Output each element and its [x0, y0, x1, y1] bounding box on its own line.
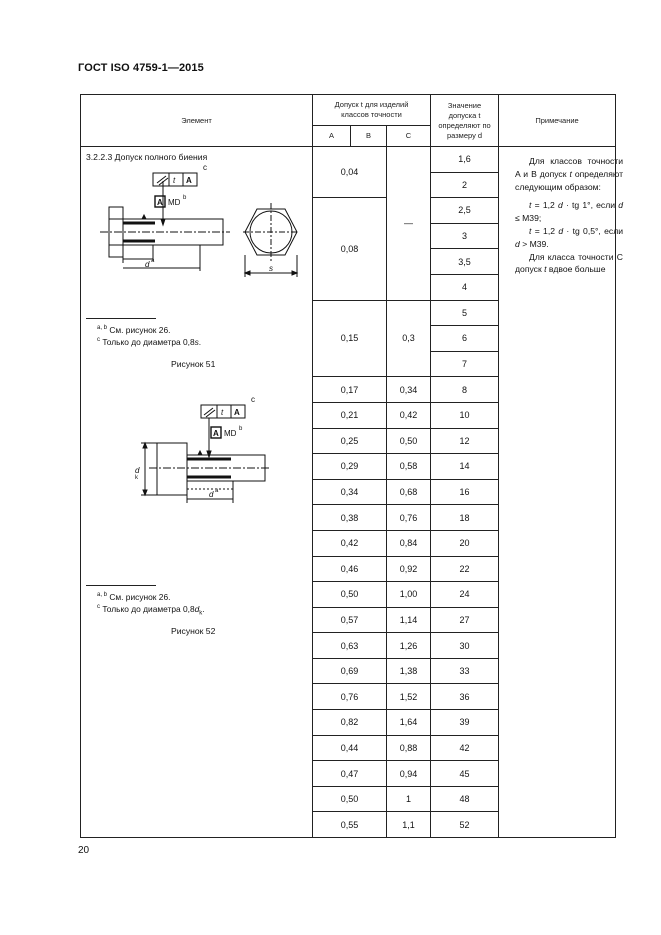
cell-d: 39 [431, 710, 499, 736]
cell-ab: 0,63 [313, 633, 387, 659]
fig51-label-c: c [203, 163, 207, 172]
figure-51-caption: Рисунок 51 [171, 359, 216, 369]
cell-c: 1,26 [387, 633, 431, 659]
footnote-rule-52 [86, 585, 156, 586]
header-d-value: Значение допуска t определяют по размеру d [431, 95, 499, 147]
cell-d: 6 [431, 326, 499, 352]
fig52-label-c: c [251, 395, 255, 404]
cell-c: 0,34 [387, 377, 431, 403]
cell-d: 7 [431, 351, 499, 377]
cell-c: 0,88 [387, 735, 431, 761]
fig51-label-t: t [173, 176, 176, 185]
cell-ab: 0,29 [313, 454, 387, 480]
fig51-label-datum-a: A [157, 198, 163, 207]
cell-ab: 0,38 [313, 505, 387, 531]
fig51-footnote-1: $^{a, b}$ См. рисунок 26. [97, 324, 171, 335]
cell-d: 36 [431, 684, 499, 710]
footnote-rule-51 [86, 318, 156, 319]
header-class-c: C [387, 126, 431, 147]
header-class-b: B [351, 126, 387, 147]
cell-d: 2,5 [431, 198, 499, 224]
cell-c: 1,00 [387, 582, 431, 608]
fig52-label-d: d [209, 490, 214, 499]
fig52-label-t: t [221, 408, 224, 417]
cell-c: 1 [387, 786, 431, 812]
cell-d: 10 [431, 402, 499, 428]
cell-ab: 0,50 [313, 786, 387, 812]
cell-d: 42 [431, 735, 499, 761]
cell-ab: 0,44 [313, 735, 387, 761]
cell-d: 18 [431, 505, 499, 531]
cell-d: 30 [431, 633, 499, 659]
element-cell [81, 147, 313, 838]
cell-ab-g1: 0,04 [313, 147, 387, 198]
cell-d: 20 [431, 530, 499, 556]
cell-ab: 0,50 [313, 582, 387, 608]
cell-ab: 0,82 [313, 710, 387, 736]
cell-c-g3: 0,3 [387, 300, 431, 377]
cell-d: 14 [431, 454, 499, 480]
cell-d: 8 [431, 377, 499, 403]
cell-ab-g2: 0,08 [313, 198, 387, 300]
cell-d: 52 [431, 812, 499, 838]
cell-ab: 0,34 [313, 479, 387, 505]
cell-d: 3 [431, 223, 499, 249]
cell-d: 3,5 [431, 249, 499, 275]
page-number: 20 [78, 845, 90, 856]
tolerance-table [80, 94, 624, 836]
fig51-footnote-2: $^c$ Только до диаметра 0,8s. [97, 336, 202, 347]
cell-c: 1,14 [387, 607, 431, 633]
fig52-label-dk: d [135, 466, 140, 475]
fig52-label-datum-a: A [213, 429, 219, 438]
fig52-label-frame-a: A [234, 408, 240, 417]
cell-ab: 0,25 [313, 428, 387, 454]
cell-c: 0,76 [387, 505, 431, 531]
cell-c: 0,94 [387, 761, 431, 787]
header-tolerance: Допуск t для изделий классов точности [313, 95, 431, 126]
cell-c: 0,58 [387, 454, 431, 480]
cell-ab: 0,55 [313, 812, 387, 838]
cell-d: 16 [431, 479, 499, 505]
cell-ab: 0,76 [313, 684, 387, 710]
cell-d: 33 [431, 658, 499, 684]
section-title: 3.2.2.3 Допуск полного биения [86, 152, 208, 162]
cell-c: 1,1 [387, 812, 431, 838]
cell-c: 0,42 [387, 402, 431, 428]
cell-d: 1,6 [431, 147, 499, 173]
cell-c: 0,92 [387, 556, 431, 582]
cell-d: 27 [431, 607, 499, 633]
cell-c: 0,84 [387, 530, 431, 556]
cell-c: 1,64 [387, 710, 431, 736]
cell-ab: 0,57 [313, 607, 387, 633]
cell-d: 45 [431, 761, 499, 787]
figure-51-drawing [95, 163, 300, 303]
cell-ab: 0,47 [313, 761, 387, 787]
cell-c: 0,50 [387, 428, 431, 454]
fig52-label-a: a [215, 488, 219, 494]
cell-c-g1: — [387, 147, 431, 301]
fig52-footnote-1: $^{a, b}$ См. рисунок 26. [97, 591, 171, 602]
cell-ab: 0,46 [313, 556, 387, 582]
cell-d: 48 [431, 786, 499, 812]
fig52-label-k: k [135, 475, 138, 481]
fig51-label-s: s [269, 264, 273, 273]
cell-d: 12 [431, 428, 499, 454]
cell-d: 24 [431, 582, 499, 608]
cell-ab: 0,42 [313, 530, 387, 556]
document-title: ГОСТ ISO 4759-1—2015 [78, 62, 204, 74]
header-class-a: A [313, 126, 351, 147]
cell-d: 4 [431, 274, 499, 300]
cell-c: 0,68 [387, 479, 431, 505]
fig52-label-b: b [239, 426, 243, 432]
note-text: Для классов точности A и B допуск t определяют следующим образом: t = 1,2 d · tg 1°, если d ≤ M39; t = 1,2 d · tg 0,5°, если d > M39. Для класса точности C допуск t вдвое больше [515, 156, 624, 275]
fig51-label-d: d [145, 260, 150, 269]
cell-c: 1,38 [387, 658, 431, 684]
fig51-label-a: a [151, 258, 155, 264]
note-cell [499, 147, 624, 838]
fig51-label-frame-a: A [186, 176, 192, 185]
fig52-footnote-2: $^c$ Только до диаметра $0,8d_k$. [97, 603, 205, 617]
cell-ab: 0,69 [313, 658, 387, 684]
cell-ab: 0,21 [313, 402, 387, 428]
fig52-label-md: MD [224, 429, 237, 438]
figure-52-caption: Рисунок 52 [171, 626, 216, 636]
cell-ab-g3: 0,15 [313, 300, 387, 377]
header-note: Примечание [499, 95, 616, 147]
cell-d: 2 [431, 172, 499, 198]
figure-52-drawing [121, 393, 311, 523]
cell-ab: 0,17 [313, 377, 387, 403]
fig51-label-b: b [183, 195, 187, 201]
cell-d: 5 [431, 300, 499, 326]
header-element: Элемент [81, 95, 313, 147]
cell-d: 22 [431, 556, 499, 582]
fig51-label-md: MD [168, 198, 181, 207]
cell-c: 1,52 [387, 684, 431, 710]
